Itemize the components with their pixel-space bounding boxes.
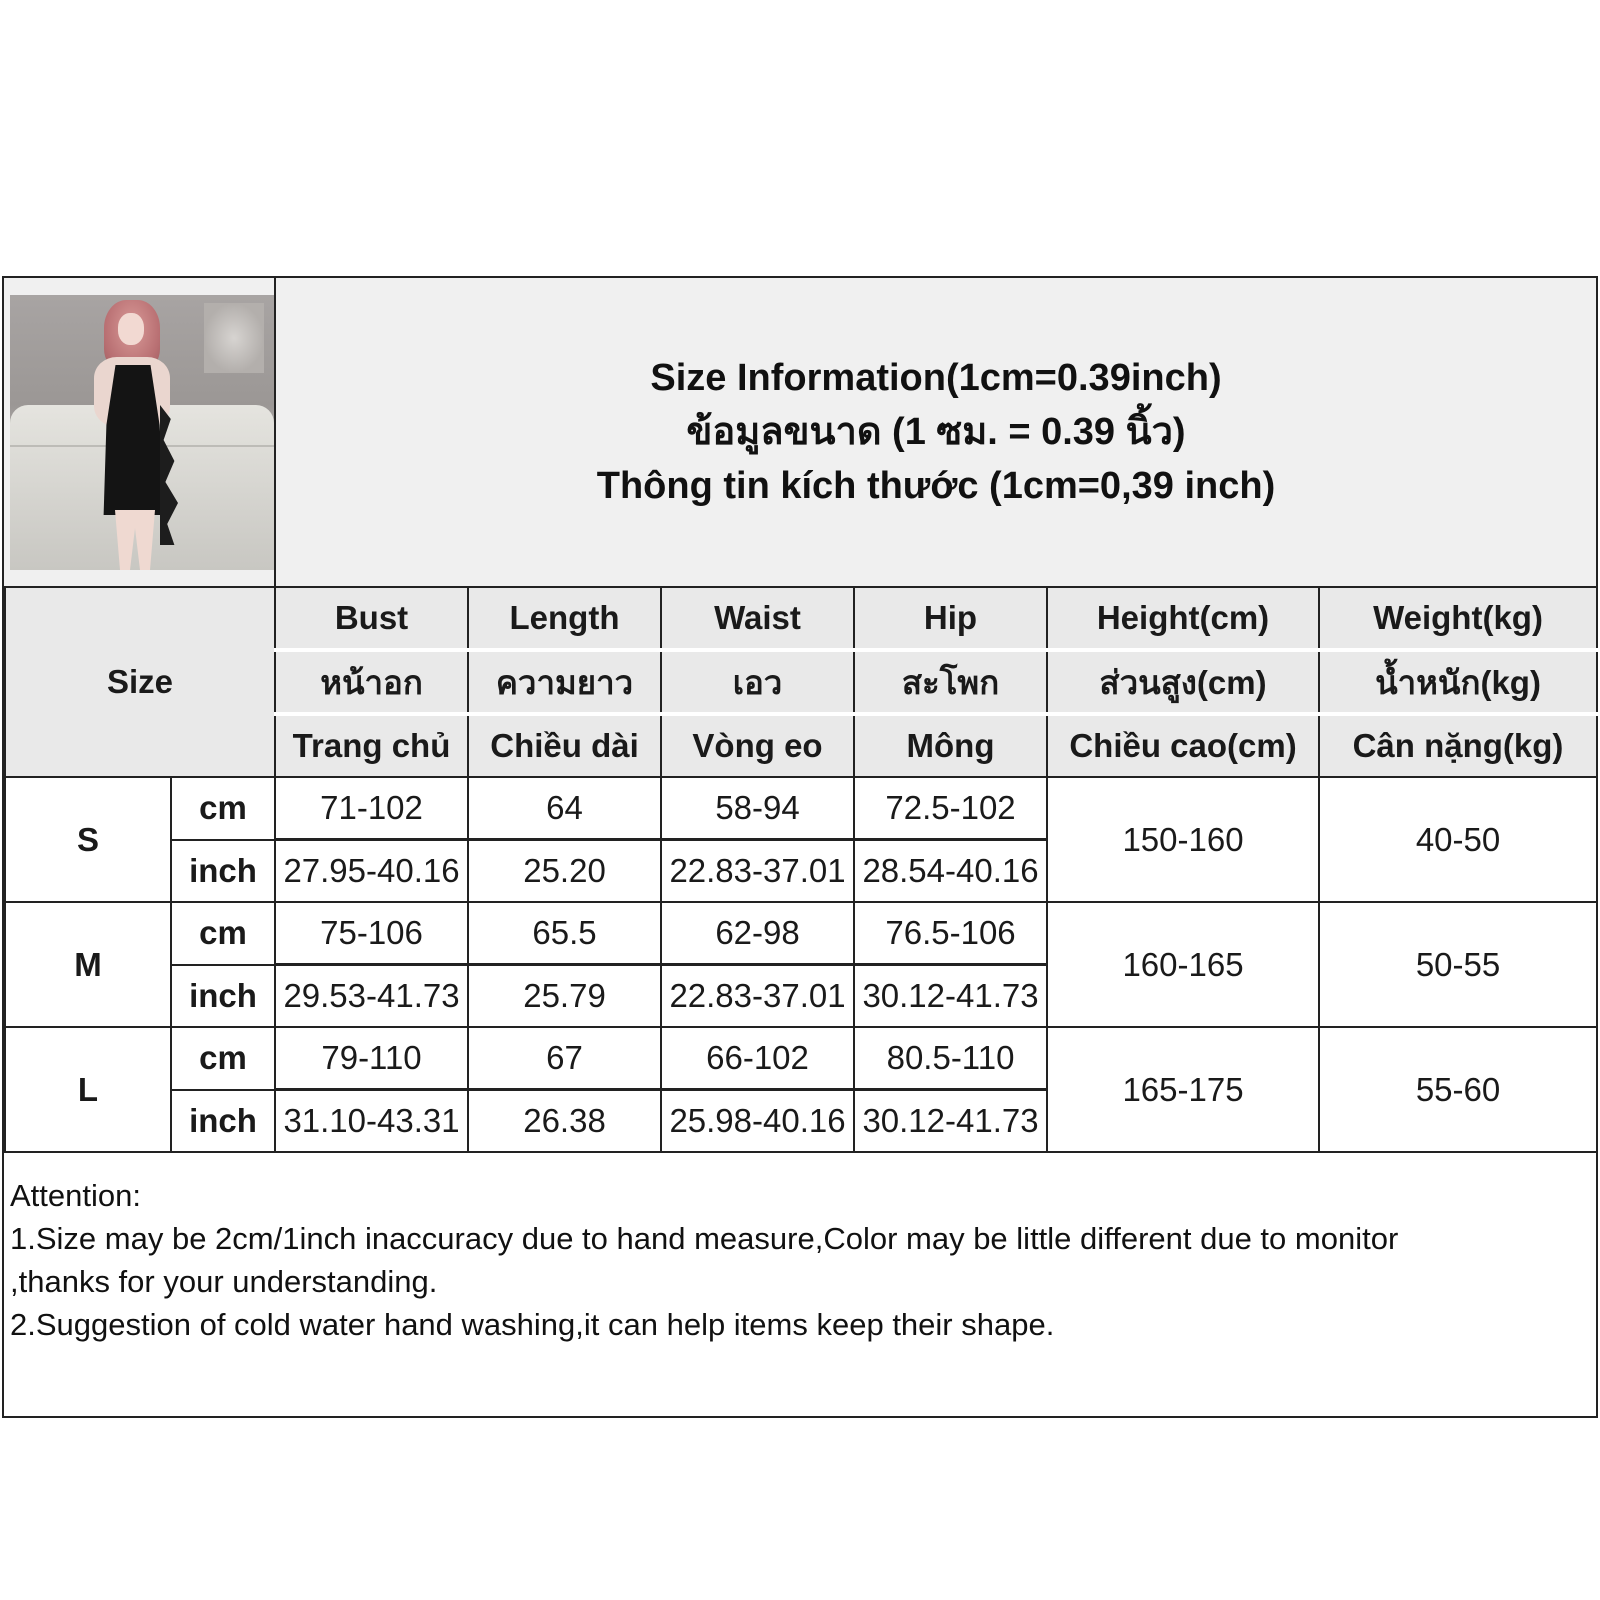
- unit-cm: cm: [171, 1027, 275, 1090]
- header-height-vietnamese: Chiều cao(cm): [1047, 714, 1319, 777]
- size-table: [4, 586, 1598, 1153]
- header-waist-vietnamese: Vòng eo: [661, 714, 854, 777]
- note-measurement-continued: ,thanks for your understanding.: [10, 1264, 438, 1299]
- height-range: 160-165: [1047, 902, 1319, 1027]
- bust-cm: 75-106: [275, 902, 468, 965]
- waist-cm: 62-98: [661, 902, 854, 965]
- product-photo-cell: [4, 278, 276, 588]
- unit-cm: cm: [171, 902, 275, 965]
- unit-inch: inch: [171, 840, 275, 903]
- bust-inch: 31.10-43.31: [275, 1090, 468, 1153]
- bust-cm: 79-110: [275, 1027, 468, 1090]
- length-cm: 64: [468, 777, 661, 840]
- weight-range: 40-50: [1319, 777, 1597, 902]
- length-cm: 65.5: [468, 902, 661, 965]
- unit-inch: inch: [171, 1090, 275, 1153]
- height-range: 150-160: [1047, 777, 1319, 902]
- waist-inch: 25.98-40.16: [661, 1090, 854, 1153]
- header-waist: Waist: [661, 587, 854, 650]
- header-height-thai: ส่วนสูง(cm): [1047, 650, 1319, 714]
- waist-cm: 66-102: [661, 1027, 854, 1090]
- bust-inch: 27.95-40.16: [275, 840, 468, 903]
- unit-inch: inch: [171, 965, 275, 1028]
- header-weight: Weight(kg): [1319, 587, 1597, 650]
- weight-range: 55-60: [1319, 1027, 1597, 1152]
- length-inch: 25.79: [468, 965, 661, 1028]
- header-length: Length: [468, 587, 661, 650]
- header-bust-thai: หน้าอก: [275, 650, 468, 714]
- header-weight-thai: น้ำหนัก(kg): [1319, 650, 1597, 714]
- notes-heading: Attention:: [10, 1178, 141, 1213]
- hip-cm: 76.5-106: [854, 902, 1047, 965]
- length-cm: 67: [468, 1027, 661, 1090]
- header-height: Height(cm): [1047, 587, 1319, 650]
- title-english: Size Information(1cm=0.39inch): [650, 357, 1222, 399]
- header-length-thai: ความยาว: [468, 650, 661, 714]
- title-vietnamese: Thông tin kích thước (1cm=0,39 inch): [596, 465, 1276, 507]
- table-row: [5, 902, 1597, 965]
- size-column-label: Size: [5, 587, 275, 777]
- length-inch: 25.20: [468, 840, 661, 903]
- table-row: [5, 1027, 1597, 1090]
- size-chart: [2, 276, 1598, 1418]
- waist-cm: 58-94: [661, 777, 854, 840]
- note-measurement: 1.Size may be 2cm/1inch inaccuracy due to hand measure,Color may be little different due to monitor: [10, 1221, 1399, 1256]
- product-photo: [10, 295, 274, 570]
- header-length-vietnamese: Chiều dài: [468, 714, 661, 777]
- height-range: 165-175: [1047, 1027, 1319, 1152]
- header-hip-vietnamese: Mông: [854, 714, 1047, 777]
- attention-notes: [4, 1170, 1596, 1416]
- size-s-label: S: [5, 777, 171, 902]
- header-weight-vietnamese: Cân nặng(kg): [1319, 714, 1597, 777]
- table-row: [5, 777, 1597, 840]
- weight-range: 50-55: [1319, 902, 1597, 1027]
- header-row-english: [5, 587, 1597, 650]
- hip-cm: 72.5-102: [854, 777, 1047, 840]
- header-hip: Hip: [854, 587, 1047, 650]
- hip-inch: 30.12-41.73: [854, 1090, 1047, 1153]
- title-block: [276, 278, 1596, 588]
- note-washing: 2.Suggestion of cold water hand washing,it can help items keep their shape.: [10, 1307, 1055, 1342]
- bust-inch: 29.53-41.73: [275, 965, 468, 1028]
- waist-inch: 22.83-37.01: [661, 840, 854, 903]
- photo-model-face: [118, 313, 144, 345]
- hip-inch: 30.12-41.73: [854, 965, 1047, 1028]
- header-waist-thai: เอว: [661, 650, 854, 714]
- title-thai: ข้อมูลขนาด (1 ซม. = 0.39 นิ้ว): [686, 411, 1186, 453]
- length-inch: 26.38: [468, 1090, 661, 1153]
- hip-inch: 28.54-40.16: [854, 840, 1047, 903]
- header-bust: Bust: [275, 587, 468, 650]
- bust-cm: 71-102: [275, 777, 468, 840]
- unit-cm: cm: [171, 777, 275, 840]
- photo-wall-light: [204, 303, 264, 373]
- waist-inch: 22.83-37.01: [661, 965, 854, 1028]
- size-l-label: L: [5, 1027, 171, 1152]
- header-hip-thai: สะโพก: [854, 650, 1047, 714]
- hip-cm: 80.5-110: [854, 1027, 1047, 1090]
- size-m-label: M: [5, 902, 171, 1027]
- header-bust-vietnamese: Trang chủ: [275, 714, 468, 777]
